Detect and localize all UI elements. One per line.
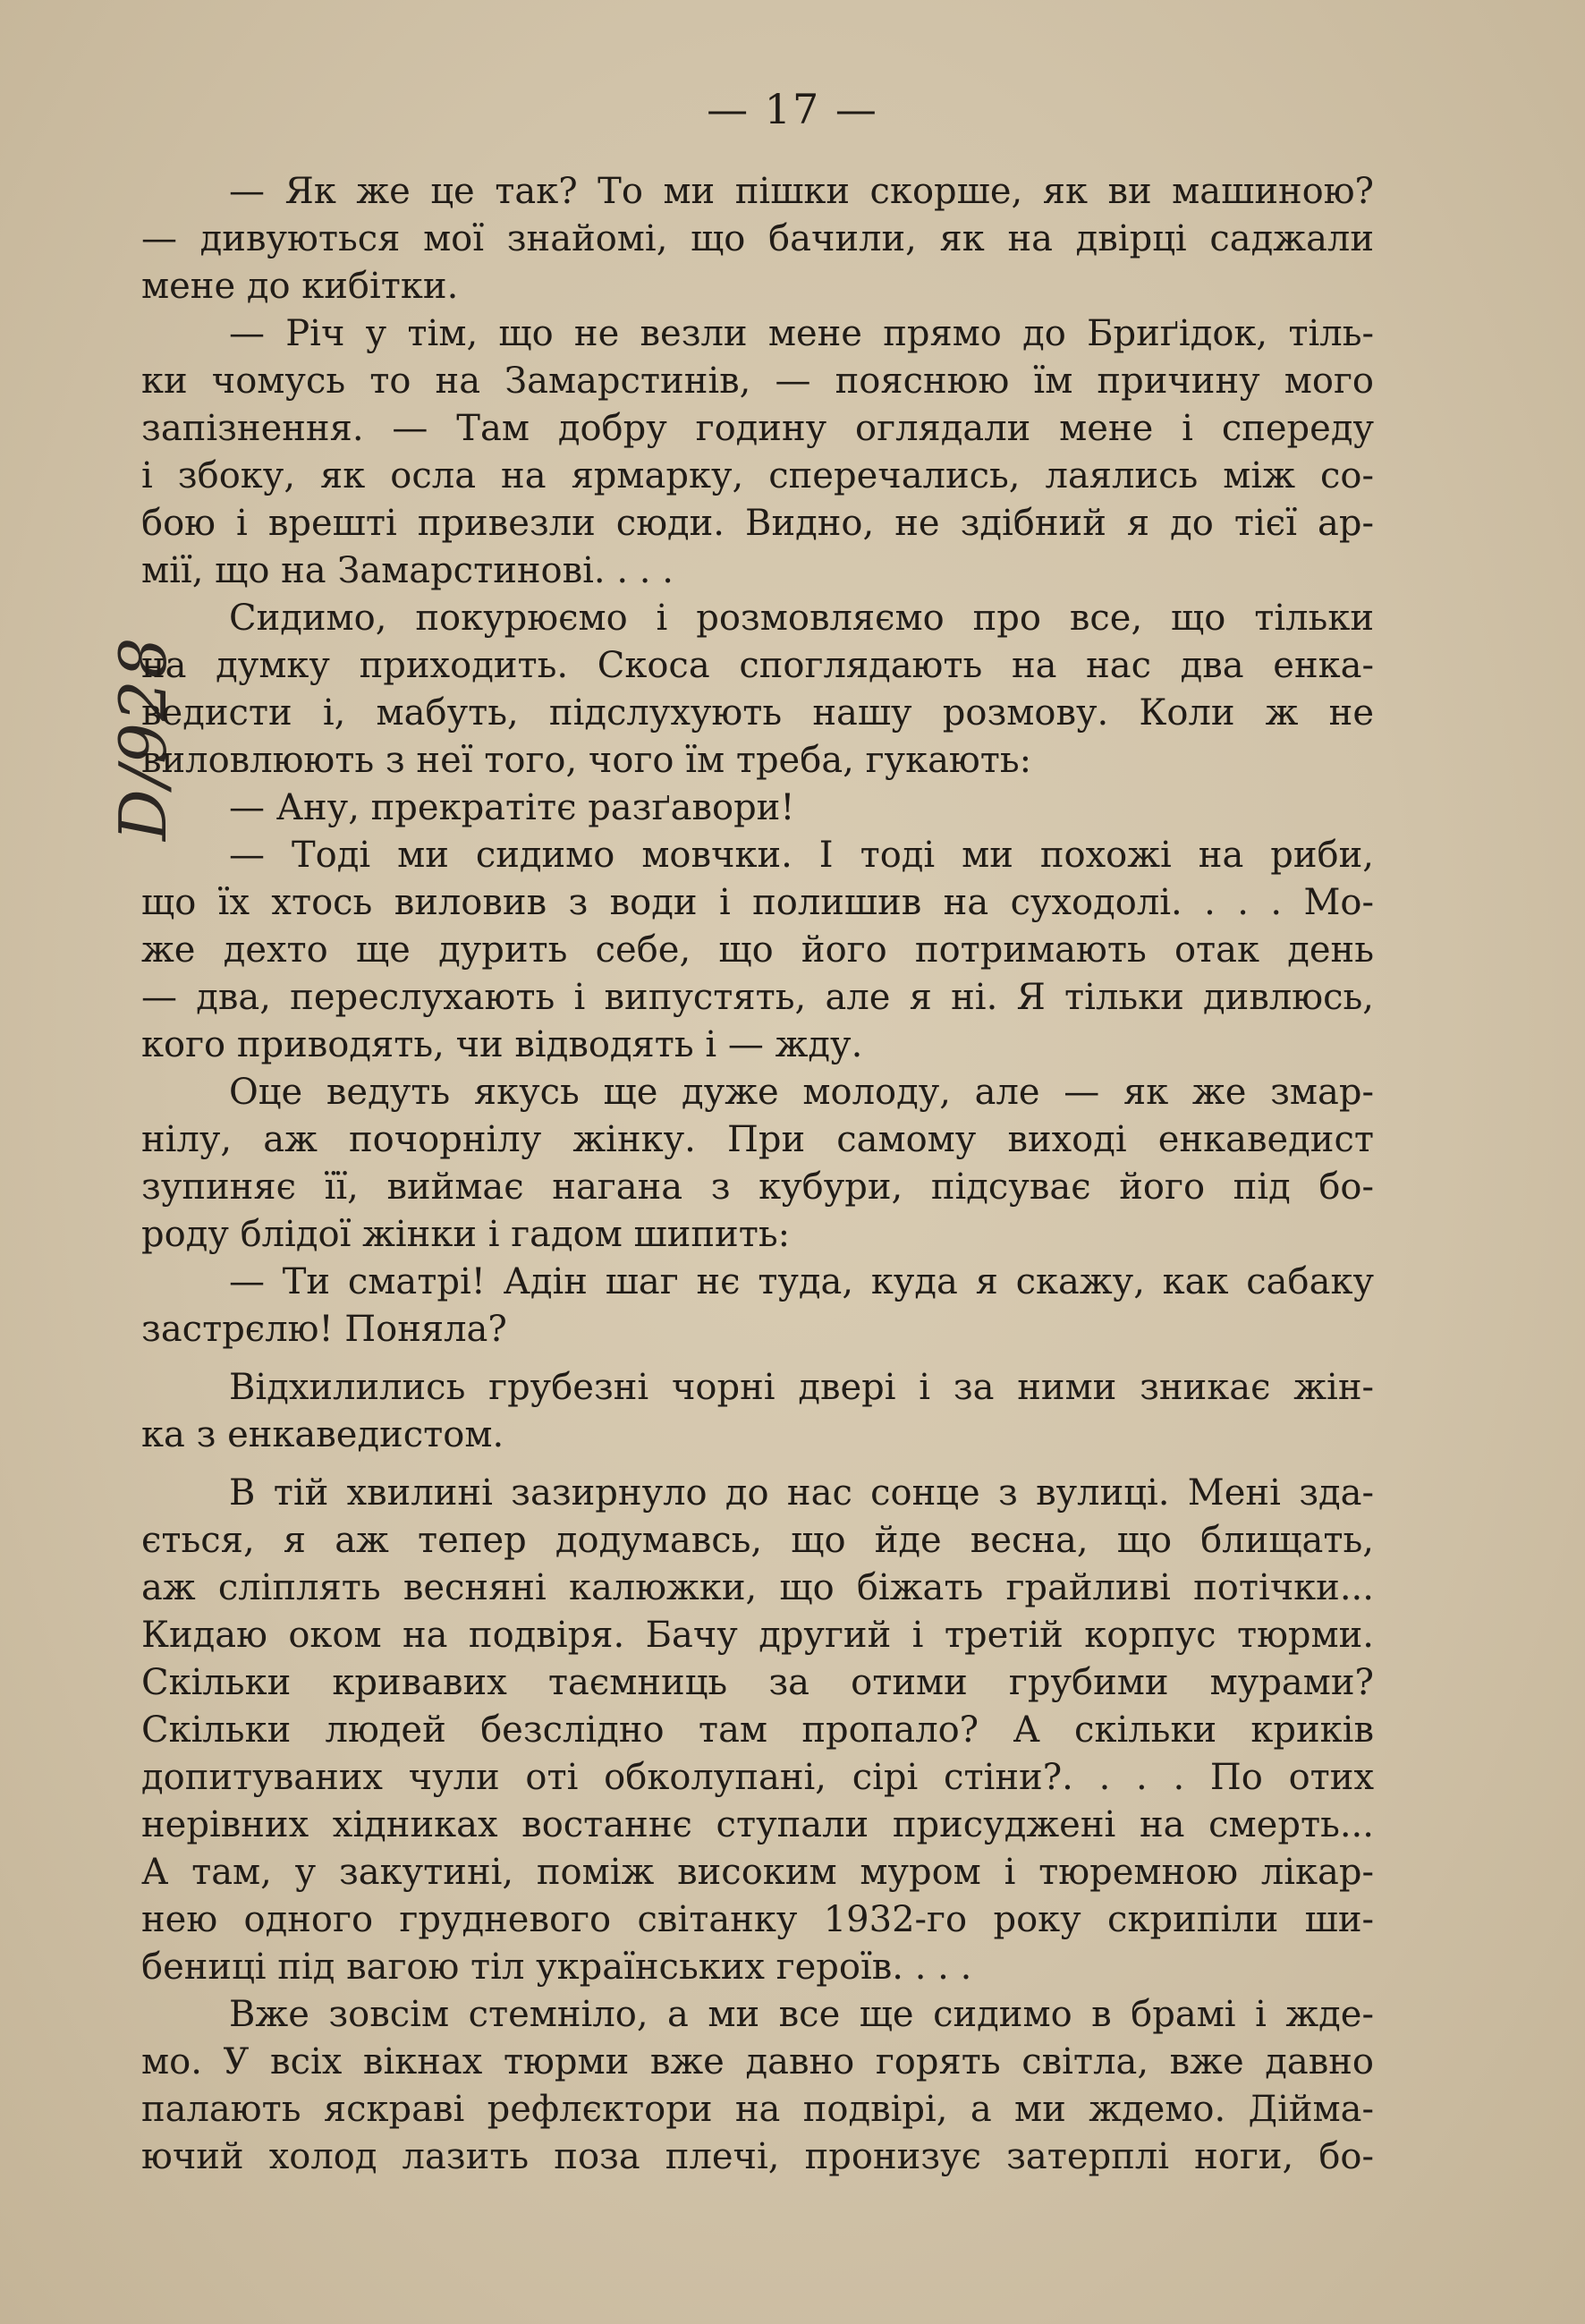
- text-line: що їх хтось виловив з води і полишив на суходолі. . . . Мо-: [141, 882, 1374, 923]
- text-line: ка з енкаведистом.: [141, 1414, 504, 1455]
- text-line: Вже зовсім стемніло, а ми все ще сидимо в брамі і жде-: [229, 1994, 1374, 2035]
- text-line: — Як же це так? То ми пішки скорше, як ви машиною?: [229, 171, 1374, 212]
- text-line: мене до кибітки.: [141, 266, 459, 307]
- text-line: — дивуються мої знайомі, що бачили, як на двірці саджали: [141, 218, 1374, 259]
- text-line: зупиняє її, виймає нагана з кубури, підсуває його під бо-: [141, 1166, 1374, 1208]
- text-line: бою і врешті привезли сюди. Видно, не здібний я до тієї ар-: [141, 503, 1374, 544]
- paragraph-gap: [141, 1459, 1374, 1470]
- text-line: А там, у закутині, поміж високим муром і тюремною лікар-: [141, 1852, 1374, 1893]
- text-line: роду блідої жінки і гадом шипить:: [141, 1214, 791, 1255]
- text-line: запізнення. — Там добру годину оглядали мене і спереду: [141, 408, 1374, 449]
- text-line: Оце ведуть якусь ще дуже молоду, але — як же змар-: [229, 1072, 1374, 1113]
- text-line: ки чомусь то на Замарстинів, — пояснюю їм причину мого: [141, 360, 1374, 402]
- text-line: нілу, аж почорнілу жінку. При самому виході енкаведист: [141, 1119, 1374, 1160]
- text-line: Кидаю оком на подвіря. Бачу другий і третій корпус тюрми.: [141, 1615, 1374, 1656]
- text-line: мо. У всіх вікнах тюрми вже давно горять світла, вже давно: [141, 2041, 1374, 2082]
- text-line: — Ану, прекратітє разґавори!: [229, 787, 795, 828]
- text-line: — Ти сматрі! Адін шаг нє туда, куда я скажу, как сабаку: [229, 1261, 1374, 1302]
- text-line: ведисти і, мабуть, підслухують нашу розмову. Коли ж не: [141, 692, 1374, 734]
- text-line: — Тоді ми сидимо мовчки. І тоді ми похожі на риби,: [229, 835, 1374, 876]
- text-line: кого приводять, чи відводять і — жду.: [141, 1024, 863, 1065]
- text-line: В тій хвилині зазирнуло до нас сонце з вулиці. Мені зда-: [229, 1472, 1374, 1514]
- text-line: — два, переслухають і випустять, але я ні. Я тільки дивлюсь,: [141, 977, 1374, 1018]
- text-line: аж сліплять весняні калюжки, що біжать грайливі потічки...: [141, 1567, 1374, 1608]
- text-line: ючий холод лазить поза плечі, пронизує затерплі ноги, бо-: [141, 2136, 1374, 2177]
- text-line: — Річ у тім, що не везли мене прямо до Бриґідок, тіль-: [229, 313, 1374, 354]
- text-line: на думку приходить. Скоса споглядають на нас два енка-: [141, 645, 1374, 686]
- text-line: мії, що на Замарстинові. . . .: [141, 550, 674, 591]
- text-line: ється, я аж тепер додумавсь, що йде весна, що блищать,: [141, 1520, 1374, 1561]
- text-line: нею одного грудневого світанку 1932-го року скрипіли ши-: [141, 1899, 1374, 1940]
- page-number: — 17 —: [707, 85, 878, 133]
- text-line: Скільки людей безслідно там пропало? А скільки криків: [141, 1709, 1374, 1751]
- text-line: Сидимо, покурюємо і розмовляємо про все, що тільки: [229, 598, 1374, 639]
- text-line: палають яскраві рефлєктори на подвірі, а ми ждемо. Дійма-: [141, 2089, 1374, 2130]
- text-line: і збоку, як осла на ярмарку, сперечались, лаялись між со-: [141, 455, 1374, 496]
- text-line: Скільки кривавих таємниць за отими грубими мурами?: [141, 1662, 1374, 1703]
- text-line: бениці під вагою тіл українських героїв. . . .: [141, 1947, 972, 1988]
- body-text: [141, 168, 1374, 2181]
- text-line: допитуваних чули оті обколупані, сірі стіни?. . . . По отих: [141, 1757, 1374, 1798]
- text-line: застрєлю! Поняла?: [141, 1309, 507, 1350]
- text-line: виловлюють з неї того, чого їм треба, гукають:: [141, 740, 1032, 781]
- margin-note-text: D/928: [106, 635, 181, 841]
- text-line: нерівних хідниках востаннє ступали присуджені на смерть...: [141, 1804, 1374, 1845]
- text-line: Відхилились грубезні чорні двері і за ними зникає жін-: [229, 1367, 1374, 1408]
- text-line: же дехто ще дурить себе, що його потримають отак день: [141, 929, 1374, 971]
- paragraph-gap: [141, 1353, 1374, 1364]
- handwritten-margin-note: [16, 635, 181, 1100]
